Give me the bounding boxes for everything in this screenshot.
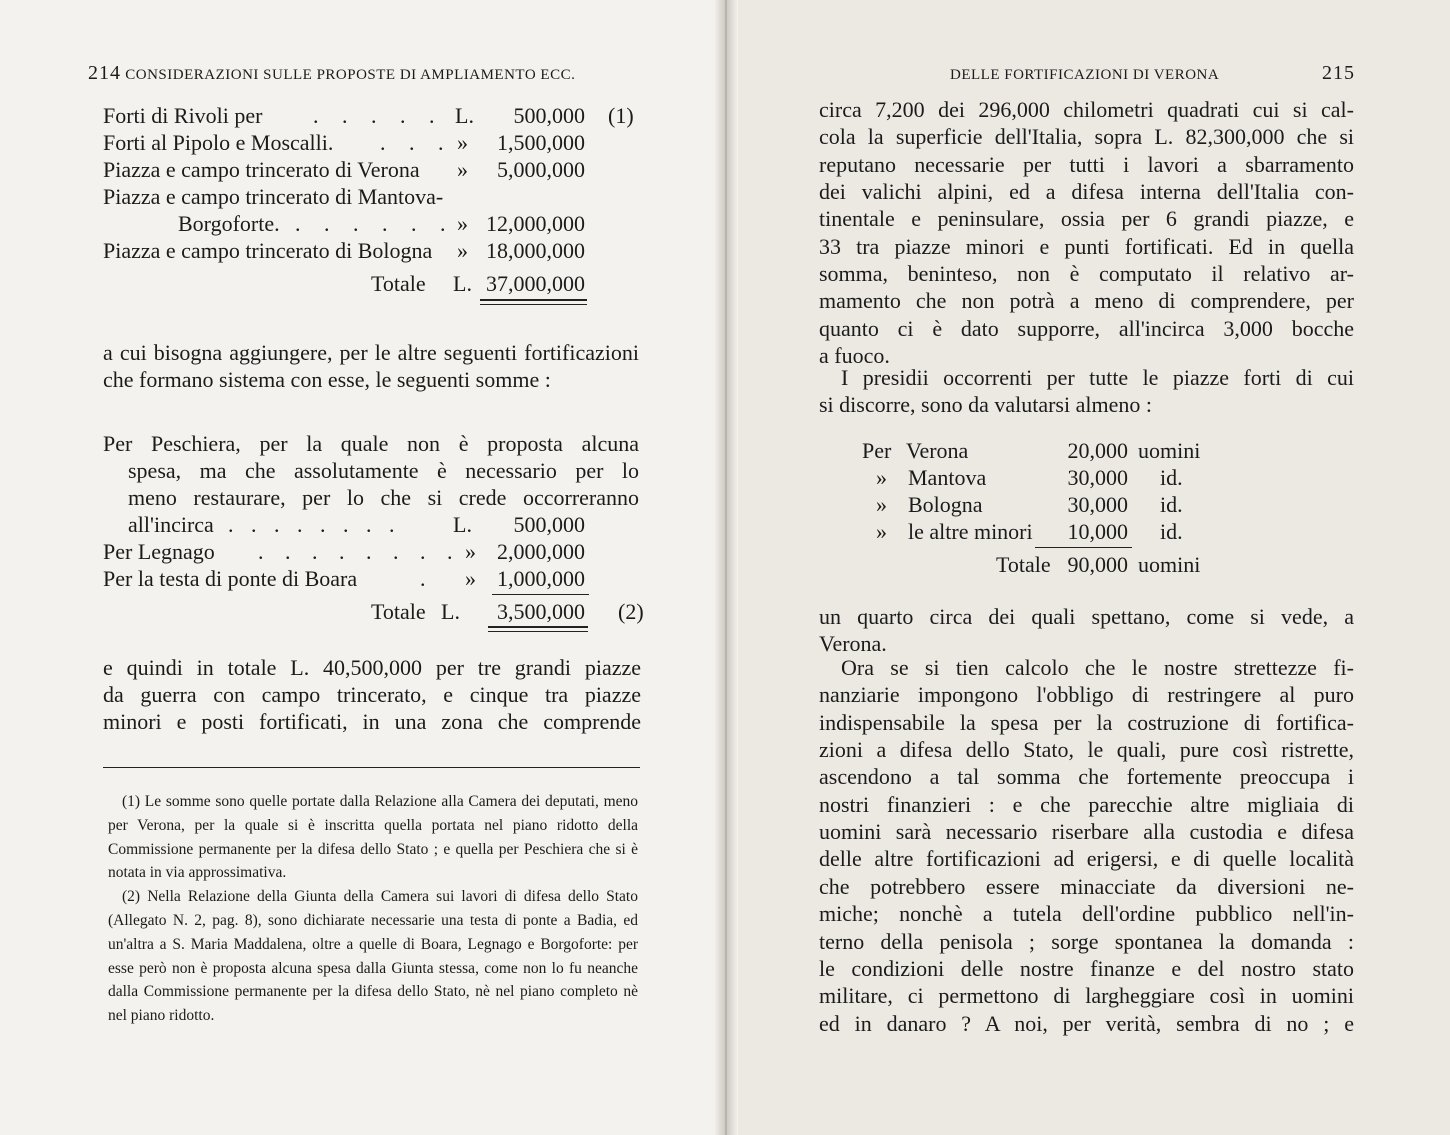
total-note: (2) [618,599,644,624]
left-paragraph-1: a cui bisogna aggiungere, per le altre seguenti fortificazioni che formano sistema con esse, le seguenti somme : [103,340,639,392]
total-amount: 37,000,000 [486,271,585,296]
total-double-underline [480,304,587,305]
ledger-currency: » [465,566,476,591]
ledger-currency: » [457,211,468,236]
ledger-label: Borgoforte. [178,211,280,236]
ledger-dots: . . . . . . . . [258,539,461,564]
garrison-place: Bologna [908,492,983,517]
right-para1-line [819,233,1354,260]
garrison-row [0,518,1450,545]
right-para4-text: ed in danaro ? A noi, per verità, sembra di no ; e [819,1010,1354,1036]
right-para1-line [819,315,1354,342]
ledger-label: Piazza e campo trincerato di Verona [103,157,420,182]
right-para4-text: uomini sarà necessario riserbare alla custodia e difesa [819,819,1354,845]
left-running-head-title: CONSIDERAZIONI SULLE PROPOSTE DI AMPLIAMENTO ECC. [125,67,576,83]
garrison-number: 20,000 [1067,438,1128,463]
garrison-total-label: Totale [996,552,1051,577]
ledger-currency: » [457,238,468,263]
right-para4-line [819,763,1354,790]
garrison-prefix: » [876,519,887,544]
right-para1-line [819,178,1354,205]
right-para4-text: miche; nonchè a tutela dell'ordine pubblico nell'in- [819,901,1354,927]
right-para3-text: un quarto circa dei quali spettano, come si vede, a [819,604,1354,629]
ledger-currency: » [457,130,468,155]
total-label: Totale [371,271,426,296]
peschiera-dots: . . . . . . . . [228,512,401,537]
peschiera-amount: 500,000 [513,512,585,537]
right-para2-text: si discorre, sono da valutarsi almeno : [819,392,1152,418]
ledger-row [103,129,643,156]
left-para2-text: e quindi in totale L. 40,500,000 per tre grandi piazze [103,655,641,680]
garrison-unit: id. [1160,492,1183,517]
right-para2-line [841,364,1354,391]
garrison-number: 10,000 [1067,519,1128,544]
subtotal-rule [492,594,589,595]
total-label: Totale [371,599,426,624]
footnote-rule [103,767,640,768]
right-para4-text: militare, ci permettono di largheggiare così in uomini [819,983,1354,1009]
ledger-dots: . . . . . . [295,211,455,236]
footnotes [108,790,638,1028]
ledger-label: Forti di Rivoli per [103,103,263,128]
ledger-currency: » [465,539,476,564]
right-para4-line [819,681,1354,708]
left-para2-line [103,681,641,708]
garrison-total-row [0,551,1450,578]
garrison-row [0,491,1450,518]
right-para1-text: cola la superficie dell'Italia, sopra L. 82,300,000 che si [819,124,1354,150]
peschiera-text-1: Per Peschiera, per la quale non è proposta alcuna [103,431,639,456]
right-para4-text: le condizioni delle nostre finanze e del nostro stato [819,955,1354,981]
garrison-rule [1035,547,1132,548]
total-underline [480,299,587,301]
right-para4-text: Ora se si tien calcolo che le nostre strettezze fi- [841,655,1354,680]
left-page-number: 214 [88,62,121,84]
right-para1-line [819,123,1354,150]
right-para4-line [819,955,1354,982]
ledger-row [103,183,643,210]
total-amount: 3,500,000 [497,599,585,624]
garrison-number: 30,000 [1067,465,1128,490]
right-para1-line [819,151,1354,178]
right-para1-text: somma, beninteso, non è computato il relativo ar- [819,261,1354,287]
footnote-2: (2) Nella Relazione della Giunta della Camera sui lavori di difesa dello Stato (Allegato N. 2, pag. 8), sono dichiarate necessarie una testa di ponte a Badia, ed un'altra a S. Maria Maddalena, oltre a quelle di Boara, Legnago e Borgoforte: per esse però non è proposta alcuna spesa dalla Giunta stessa, come non lo fu neanche dalla Commissione permanente per la difesa dello Stato, nè nel piano completo nè nel piano ridotto. [108,888,638,1025]
right-para4-text: delle altre fortificazioni ad erigersi, e di quelle località [819,846,1354,872]
right-para4-line [819,982,1354,1009]
total-currency: L. [441,599,460,624]
right-para4-text: ascendono a tal somma che fortemente preoccupa i [819,764,1354,790]
ledger-row [103,156,643,183]
right-para4-line [819,873,1354,900]
left-para2-line [103,708,641,735]
ledger-amount: 1,500,000 [497,130,585,155]
right-para1-line [819,96,1354,123]
right-para4-text: indispensabile la spesa per la costruzione di fortifica- [819,709,1354,735]
peschiera-text-3: meno restaurare, per lo che si crede occorreranno [128,485,639,510]
right-running-head [870,62,1355,85]
garrison-total-number: 90,000 [1067,552,1128,577]
right-para2-text: I presidii occorrenti per tutte le piazze forti di cui [841,365,1354,390]
ledger-row [103,102,643,129]
right-page-number: 215 [1322,62,1355,84]
garrison-unit: uomini [1138,438,1201,463]
right-para4-line [819,791,1354,818]
right-para1-text: a fuoco. [819,343,890,369]
ledger-currency: » [457,157,468,182]
right-para1-text: reputano necessarie per tutti i lavori a sbarramento [819,151,1354,177]
garrison-total-unit: uomini [1138,552,1201,577]
right-para4-line [819,900,1354,927]
garrison-row [0,464,1450,491]
ledger-label: Per la testa di ponte di Boara [103,566,358,591]
footnote-1: (1) Le somme sono quelle portate dalla Relazione alla Camera dei deputati, meno per Verona, per la quale si è inscritta quella portata nel piano ridotto della Commissione permanente per la difesa dello Stato ; e quella per Peschiera che si è notata in via approssimativa. [108,793,638,882]
right-para4-text: nanziarie impongono l'obbligo di restringere al puro [819,682,1354,708]
total-double-underline [488,631,588,632]
garrison-number: 30,000 [1067,492,1128,517]
left-running-head [88,62,638,85]
ledger-currency: L. [455,103,474,128]
ledger-label: Per Legnago [103,539,215,564]
right-para1-line [819,205,1354,232]
ledger-total-row [103,598,643,625]
right-para4-text: terno della penisola ; sorge spontanea la domanda : [819,928,1354,954]
ledger-dots: . . . . . [313,103,444,128]
ledger-label: Forti al Pipolo e Moscalli. [103,130,334,155]
ledger-note: (1) [608,103,634,128]
right-para4-line [819,818,1354,845]
garrison-place: le altre minori [908,519,1033,544]
ledger-row [103,210,643,237]
right-para4-text: nostri finanzieri : e che parecchie altre migliaia di [819,791,1354,817]
garrison-prefix: » [876,465,887,490]
right-para1-line [819,260,1354,287]
left-para2-text: minori e posti fortificati, in una zona che comprende [103,709,641,734]
ledger-total-row [103,270,643,297]
garrison-place: Verona [906,438,969,463]
peschiera-text-4: all'incirca [128,512,214,537]
ledger-amount: 5,000,000 [497,157,585,182]
right-para2-line [819,391,1354,418]
right-para4-text: zioni a difesa dello Stato, le quali, pure così ristrette, [819,737,1354,763]
right-para1-text: mamento che non potrà a meno di comprendere, per [819,288,1354,314]
ledger-amount: 12,000,000 [486,211,585,236]
ledger-dots: . . . [380,130,453,155]
peschiera-text-2: spesa, ma che assolutamente è necessario per lo [128,458,639,483]
right-para3-text: Verona. [819,631,887,657]
right-para3-line [819,603,1354,630]
right-para4-line [819,928,1354,955]
peschiera-currency: L. [453,512,472,537]
total-currency: L. [453,271,472,296]
right-para4-text: che potrebbero essere minacciate da diversioni ne- [819,873,1354,899]
ledger-label: Piazza e campo trincerato di Bologna [103,238,433,263]
ledger-row [103,237,643,264]
right-running-head-title: DELLE FORTIFICAZIONI DI VERONA [950,67,1220,83]
garrison-prefix: Per [862,438,892,463]
garrison-prefix: » [876,492,887,517]
right-para4-line [841,654,1354,681]
right-para4-line [819,736,1354,763]
right-para1-text: tinentale e peninsulare, ossia per 6 grandi piazze, e [819,206,1354,232]
right-para4-line [819,845,1354,872]
garrison-unit: id. [1160,465,1183,490]
garrison-row [0,437,1450,464]
ledger-amount: 18,000,000 [486,238,585,263]
right-para1-text: dei valichi alpini, ed a difesa interna dell'Italia con- [819,179,1354,205]
ledger-amount: 2,000,000 [497,539,585,564]
right-para4-line [819,709,1354,736]
ledger-dots: . [420,566,435,591]
left-para2-line [103,654,641,681]
right-para1-text: 33 tra piazze minori e punti fortificati. Ed in quella [819,233,1354,259]
total-underline [488,626,588,628]
left-para2-text: da guerra con campo trincerato, e cinque tra piazze [103,682,641,707]
right-para1-line [819,287,1354,314]
right-para4-line [819,1010,1354,1037]
garrison-place: Mantova [908,465,987,490]
ledger-amount: 1,000,000 [497,566,585,591]
right-para1-text: quanto ci è dato supporre, all'incirca 3,000 bocche [819,315,1354,341]
ledger-amount: 500,000 [513,103,585,128]
ledger-label: Piazza e campo trincerato di Mantova- [103,184,444,209]
right-para1-text: circa 7,200 dei 296,000 chilometri quadrati cui si cal- [819,97,1354,122]
garrison-unit: id. [1160,519,1183,544]
